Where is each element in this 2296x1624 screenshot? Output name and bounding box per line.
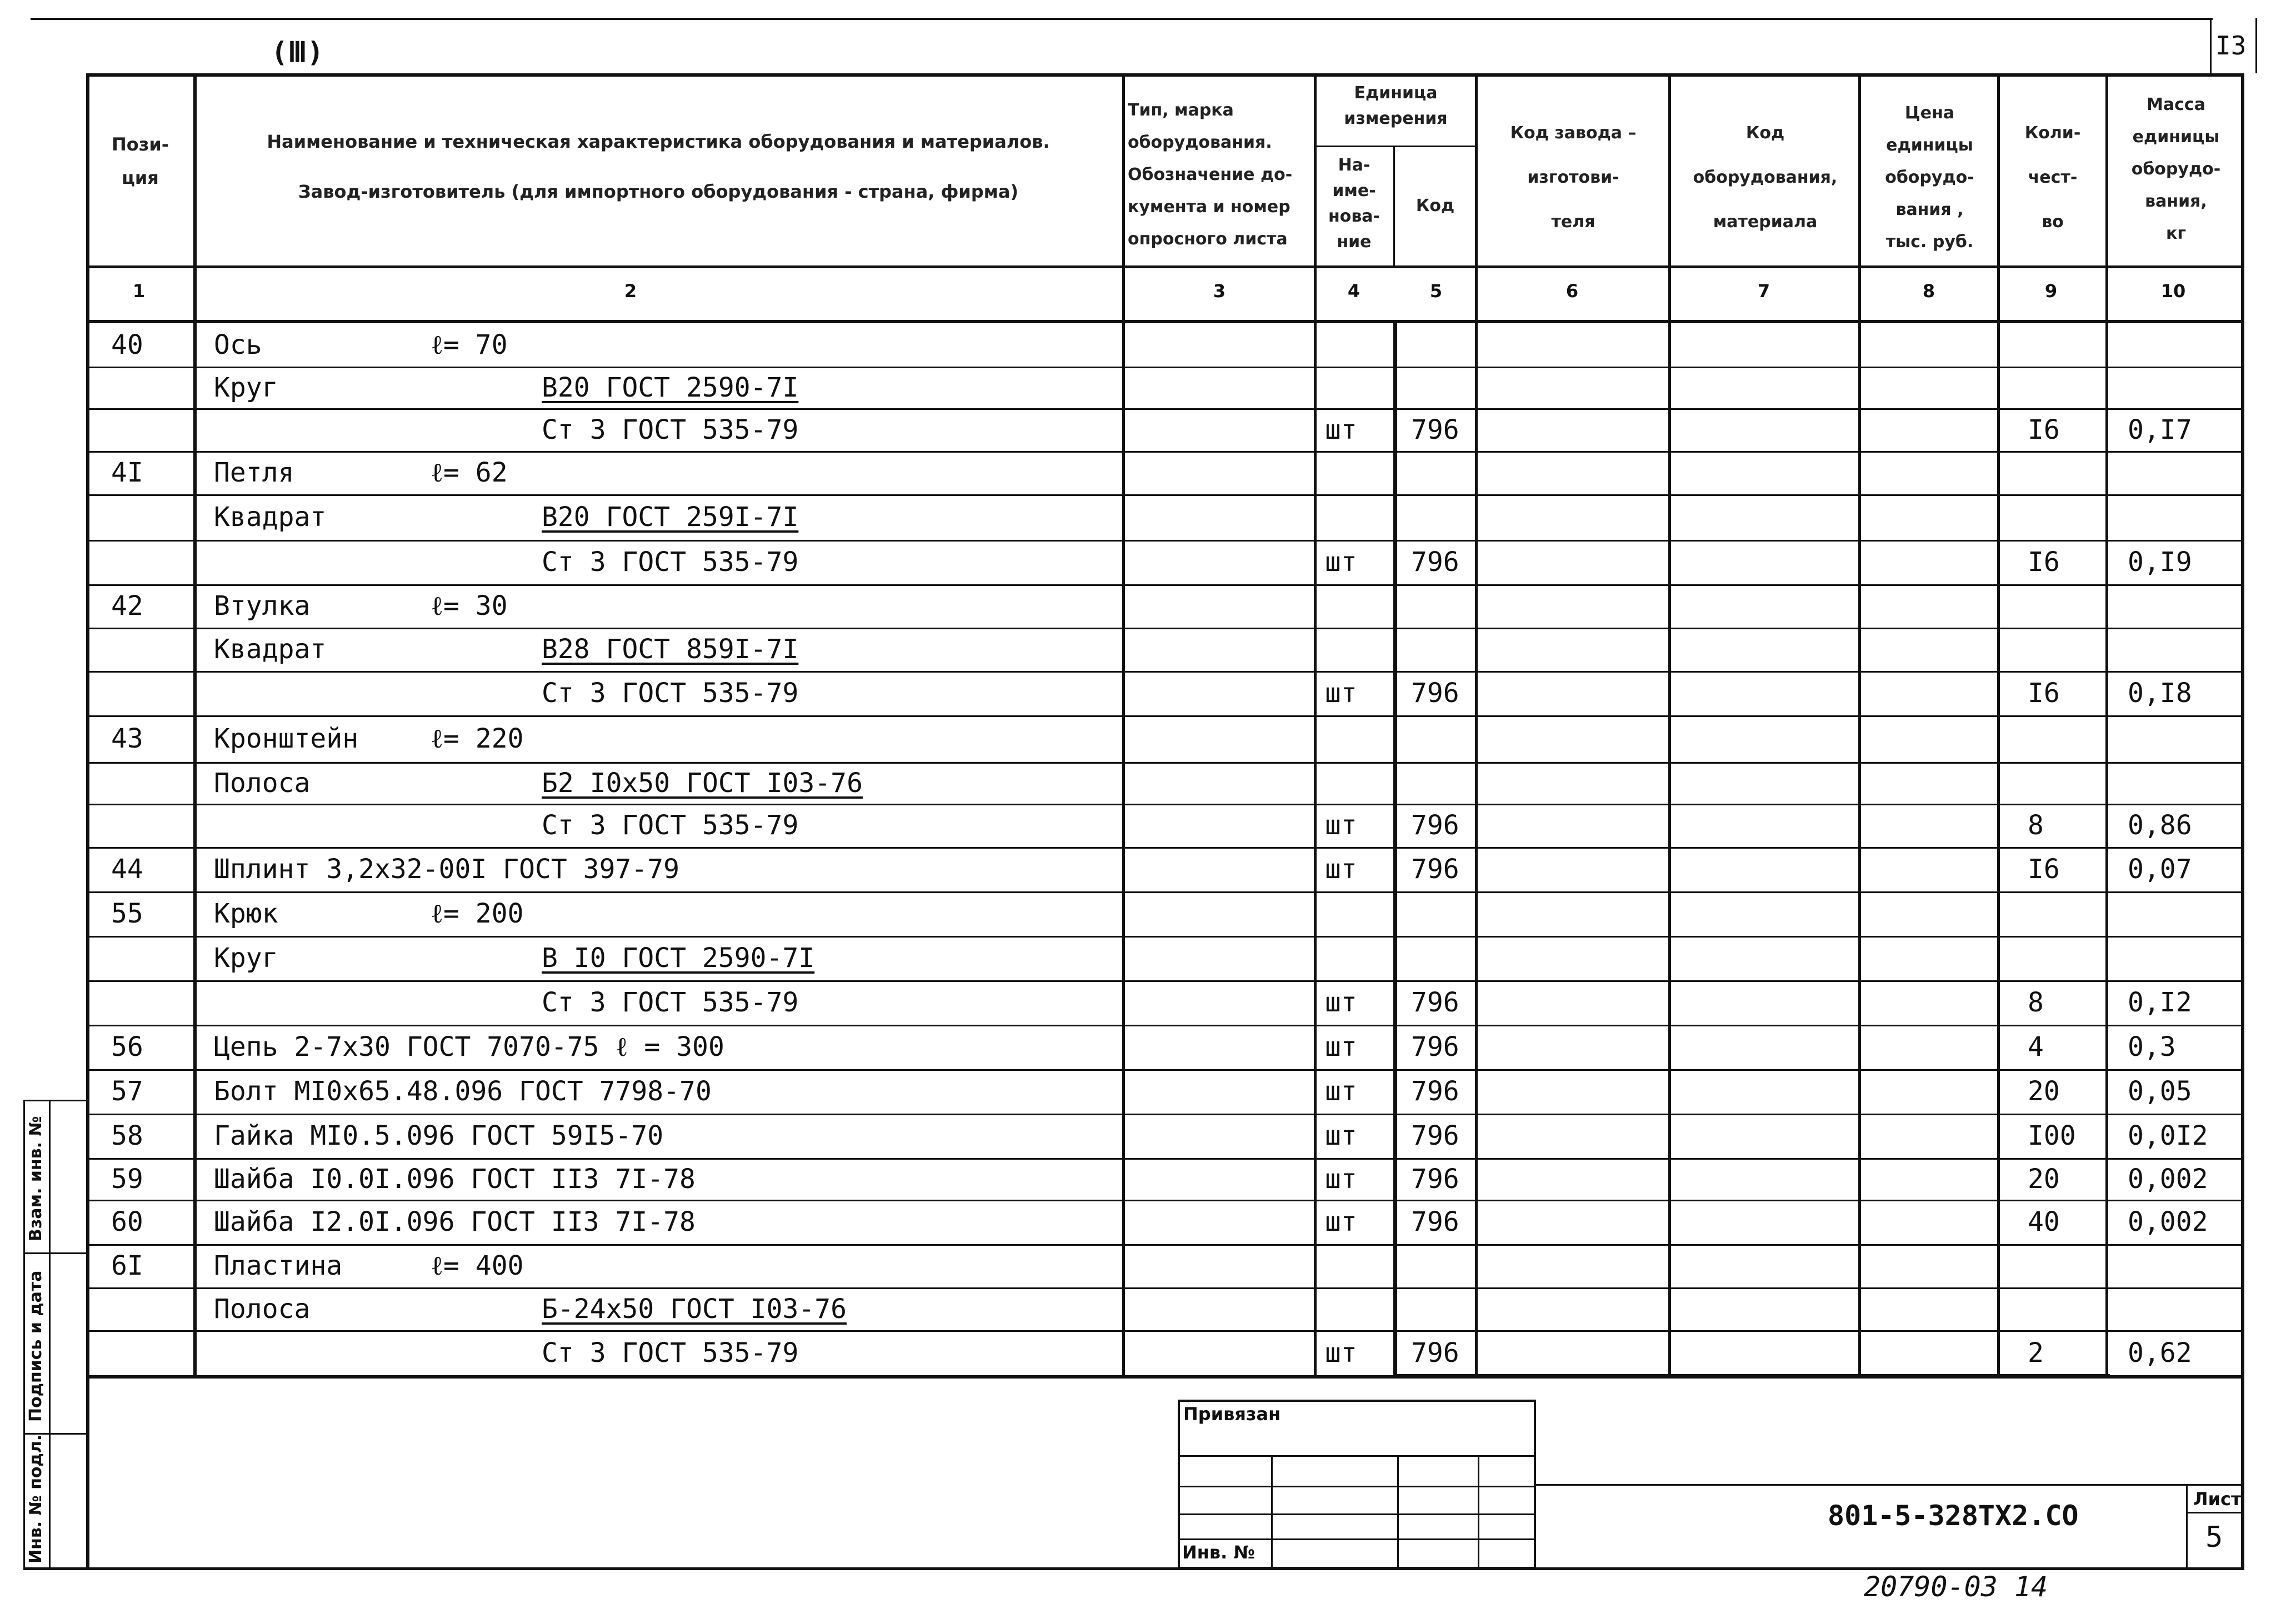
colnum-bottom-line bbox=[86, 320, 2244, 323]
row-code: 796 bbox=[1411, 547, 1459, 578]
colnum-4: 4 bbox=[1347, 280, 1360, 302]
row-mark: ℓ= 62 bbox=[431, 457, 508, 488]
row-position: 42 bbox=[111, 590, 143, 621]
row-name: Квадрат bbox=[214, 634, 327, 665]
row-quantity: I00 bbox=[2028, 1120, 2076, 1151]
side-label-vzam: Взам. инв. № bbox=[26, 1116, 46, 1241]
row-mark: ℓ= 200 bbox=[431, 898, 524, 929]
row-name: Цепь 2-7х30 ГОСТ 7070-75 ℓ = 300 bbox=[214, 1031, 724, 1062]
frame-right-lower bbox=[2241, 1375, 2244, 1570]
row-name: Шайба I2.0I.096 ГОСТ II3 7I-78 bbox=[214, 1206, 696, 1237]
colnum-3: 3 bbox=[1213, 280, 1226, 302]
row-mass: 0,3 bbox=[2128, 1031, 2176, 1062]
row-quantity: I6 bbox=[2028, 414, 2060, 445]
list-box-left bbox=[2186, 1484, 2188, 1567]
row-quantity: 20 bbox=[2028, 1076, 2060, 1107]
stamp-vline-3 bbox=[1478, 1455, 1479, 1569]
row-position: 4I bbox=[111, 457, 143, 488]
row-divider bbox=[86, 494, 2244, 496]
row-mass: 0,0I2 bbox=[2128, 1120, 2208, 1151]
row-divider bbox=[86, 847, 2244, 849]
row-name: Крюк bbox=[214, 898, 278, 929]
row-quantity: 4 bbox=[2028, 1031, 2044, 1062]
sheet-top-number: I3 bbox=[2215, 31, 2247, 61]
list-label: Лист bbox=[2193, 1488, 2242, 1510]
header-c8: Цена единицы оборудо- вания , тыс. руб. bbox=[1885, 103, 1974, 252]
row-quantity: I6 bbox=[2028, 854, 2060, 885]
top-right-box-right bbox=[2255, 18, 2257, 73]
row-spec: Ст 3 ГОСТ 535-79 bbox=[542, 810, 799, 841]
col-line-8 bbox=[1997, 73, 2000, 1377]
row-code: 796 bbox=[1411, 414, 1459, 445]
row-divider bbox=[86, 671, 2244, 673]
header-c1: Пози- ция bbox=[111, 134, 169, 188]
row-mass: 0,86 bbox=[2128, 810, 2192, 841]
row-mass: 0,05 bbox=[2128, 1076, 2192, 1107]
header-c2: Наименование и техническая характеристика оборудования и материалов. Завод-изготовитель (для импортного оборудования - страна, фирма) bbox=[267, 131, 1050, 202]
row-code: 796 bbox=[1411, 1120, 1459, 1151]
stamp-vline-2 bbox=[1397, 1455, 1399, 1569]
row-divider bbox=[86, 1069, 2244, 1071]
row-divider bbox=[86, 584, 2244, 586]
row-position: 55 bbox=[111, 898, 143, 929]
row-mass: 0,62 bbox=[2128, 1337, 2192, 1369]
row-mass: 0,I7 bbox=[2128, 414, 2192, 445]
row-divider bbox=[86, 1244, 2244, 1246]
header-c3: Тип, марка оборудования. Обозначение до- кумента и номер опросного листа bbox=[1128, 101, 1293, 249]
section-mark: (Ⅲ) bbox=[271, 36, 324, 68]
col-line-7 bbox=[1858, 73, 1861, 1377]
row-code: 796 bbox=[1411, 810, 1459, 841]
side-strip-inner bbox=[49, 1100, 51, 1569]
list-number: 5 bbox=[2205, 1521, 2223, 1554]
row-quantity: 8 bbox=[2028, 987, 2044, 1018]
row-quantity: 2 bbox=[2028, 1337, 2044, 1369]
row-unit: шт bbox=[1325, 1031, 1357, 1062]
row-position: 56 bbox=[111, 1031, 143, 1062]
stamp-line-3 bbox=[1178, 1513, 1536, 1515]
row-spec: Б2 I0х50 ГОСТ I03-76 bbox=[542, 767, 863, 799]
side-label-podpis: Подпись и дата bbox=[26, 1270, 46, 1422]
stamp-line-4 bbox=[1178, 1538, 1536, 1540]
row-divider bbox=[86, 891, 2244, 893]
row-quantity: 8 bbox=[2028, 810, 2044, 841]
row-code: 796 bbox=[1411, 1163, 1459, 1195]
colnum-2: 2 bbox=[624, 280, 637, 302]
row-unit: шт bbox=[1325, 1337, 1357, 1369]
row-divider bbox=[86, 762, 2244, 764]
row-spec: Ст 3 ГОСТ 535-79 bbox=[542, 1337, 799, 1369]
col-line-4-body bbox=[1393, 322, 1397, 1377]
row-quantity: I6 bbox=[2028, 678, 2060, 709]
row-position: 60 bbox=[111, 1206, 143, 1237]
row-spec: Ст 3 ГОСТ 535-79 bbox=[542, 547, 799, 578]
stamp-vline-1 bbox=[1271, 1455, 1273, 1569]
stamp-line-2 bbox=[1178, 1486, 1536, 1487]
row-quantity: 20 bbox=[2028, 1163, 2060, 1195]
row-mass: 0,07 bbox=[2128, 854, 2192, 885]
header-c10: Масса единицы оборудо- вания, кг bbox=[2131, 95, 2221, 243]
row-mark: ℓ= 30 bbox=[431, 590, 508, 621]
row-divider bbox=[86, 1200, 2244, 1201]
row-name: Болт МI0х65.48.096 ГОСТ 7798-70 bbox=[214, 1076, 712, 1107]
header-unit: Единица измерения bbox=[1344, 83, 1448, 128]
colnum-6: 6 bbox=[1565, 280, 1579, 302]
row-divider bbox=[86, 540, 2244, 542]
header-c9: Коли- чест- во bbox=[2024, 123, 2081, 232]
row-unit: шт bbox=[1325, 678, 1357, 709]
top-border bbox=[31, 18, 2213, 20]
inv-no-label: Инв. № bbox=[1182, 1542, 1255, 1563]
row-divider bbox=[86, 1114, 2244, 1115]
header-c7: Код оборудования, материала bbox=[1693, 123, 1838, 232]
row-mass: 0,I9 bbox=[2128, 547, 2192, 578]
side-label-inv: Инв. № подл. bbox=[26, 1434, 46, 1563]
col-line-6 bbox=[1668, 73, 1671, 1377]
col-line-3 bbox=[1314, 73, 1317, 1377]
row-divider bbox=[86, 980, 2244, 982]
colnum-1: 1 bbox=[132, 280, 146, 302]
row-name: Втулка bbox=[214, 590, 311, 621]
row-mark: ℓ= 220 bbox=[431, 723, 524, 754]
row-mass: 0,I8 bbox=[2128, 678, 2192, 709]
colnum-5: 5 bbox=[1429, 280, 1443, 302]
header-c4: На- име- нова- ние bbox=[1328, 156, 1380, 252]
row-mass: 0,I2 bbox=[2128, 987, 2192, 1018]
top-right-box-left bbox=[2210, 18, 2212, 73]
row-position: 43 bbox=[111, 723, 143, 754]
row-divider bbox=[86, 408, 2244, 410]
row-divider bbox=[86, 1158, 2244, 1160]
row-name: Полоса bbox=[214, 767, 311, 799]
row-name: Шплинт 3,2х32-00I ГОСТ 397-79 bbox=[214, 854, 680, 885]
header-c6: Код завода – изготови- теля bbox=[1510, 123, 1637, 232]
row-mark: ℓ= 400 bbox=[431, 1250, 524, 1281]
row-divider bbox=[86, 936, 2244, 938]
row-divider bbox=[86, 1287, 2244, 1289]
row-position: 59 bbox=[111, 1163, 143, 1195]
row-spec: В20 ГОСТ 259I-7I bbox=[542, 502, 799, 533]
col-line-2 bbox=[1122, 73, 1125, 1377]
row-mass: 0,002 bbox=[2128, 1206, 2208, 1237]
row-name: Полоса bbox=[214, 1293, 311, 1325]
colnum-9: 9 bbox=[2044, 280, 2058, 302]
row-name: Петля bbox=[214, 457, 294, 488]
row-name: Кронштейн bbox=[214, 723, 359, 754]
row-name: Гайка МI0.5.096 ГОСТ 59I5-70 bbox=[214, 1120, 664, 1151]
row-code: 796 bbox=[1411, 678, 1459, 709]
col-line-4 bbox=[1393, 146, 1395, 267]
row-code: 796 bbox=[1411, 1076, 1459, 1107]
side-strip-outer bbox=[23, 1100, 25, 1569]
col-line-1 bbox=[193, 73, 197, 1377]
row-unit: шт bbox=[1325, 1163, 1357, 1195]
row-unit: шт bbox=[1325, 810, 1357, 841]
row-divider bbox=[86, 628, 2244, 629]
row-quantity: 40 bbox=[2028, 1206, 2060, 1237]
row-divider bbox=[86, 367, 2244, 368]
col-line-5 bbox=[1475, 73, 1478, 1377]
colnum-10: 10 bbox=[2160, 280, 2186, 302]
row-name: Ось bbox=[214, 329, 262, 360]
row-name: Шайба I0.0I.096 ГОСТ II3 7I-78 bbox=[214, 1163, 696, 1195]
row-position: 57 bbox=[111, 1076, 143, 1107]
row-code: 796 bbox=[1411, 1031, 1459, 1062]
row-spec: Б-24х50 ГОСТ I03-76 bbox=[542, 1293, 847, 1325]
row-spec: В20 ГОСТ 2590-7I bbox=[542, 372, 799, 403]
row-unit: шт bbox=[1325, 547, 1357, 578]
row-position: 6I bbox=[111, 1250, 143, 1281]
row-spec: В I0 ГОСТ 2590-7I bbox=[542, 943, 815, 974]
row-divider bbox=[86, 1330, 2244, 1332]
row-unit: шт bbox=[1325, 854, 1357, 885]
row-divider bbox=[86, 451, 2244, 453]
row-spec: В28 ГОСТ 859I-7I bbox=[542, 634, 799, 665]
row-position: 44 bbox=[111, 854, 143, 885]
frame-bottom bbox=[23, 1567, 2244, 1570]
row-spec: Ст 3 ГОСТ 535-79 bbox=[542, 414, 799, 445]
unit-header-divider bbox=[1314, 146, 1475, 147]
row-quantity: I6 bbox=[2028, 547, 2060, 578]
row-code: 796 bbox=[1411, 1206, 1459, 1237]
row-name: Пластина bbox=[214, 1250, 343, 1281]
document-code: 801-5-328ТХ2.СО bbox=[1828, 1500, 2079, 1532]
list-box-divider bbox=[2186, 1512, 2244, 1513]
row-name: Круг bbox=[214, 372, 278, 403]
titleblock-top bbox=[1536, 1484, 2244, 1486]
row-divider bbox=[86, 715, 2244, 717]
row-unit: шт bbox=[1325, 1120, 1357, 1151]
row-mark: ℓ= 70 bbox=[431, 329, 508, 360]
side-strip-div-1 bbox=[23, 1100, 86, 1101]
colnum-7: 7 bbox=[1757, 280, 1770, 302]
row-name: Квадрат bbox=[214, 502, 327, 533]
row-spec: Ст 3 ГОСТ 535-79 bbox=[542, 678, 799, 709]
row-unit: шт bbox=[1325, 414, 1357, 445]
side-strip-div-2 bbox=[23, 1252, 86, 1254]
row-divider bbox=[86, 1025, 2244, 1026]
archive-number: 20790-03 14 bbox=[1864, 1571, 2048, 1603]
body-bottom-thick bbox=[1393, 1374, 2110, 1378]
row-code: 796 bbox=[1411, 854, 1459, 885]
col-line-9 bbox=[2105, 73, 2108, 1377]
row-spec: Ст 3 ГОСТ 535-79 bbox=[542, 987, 799, 1018]
colnum-8: 8 bbox=[1922, 280, 1935, 302]
row-code: 796 bbox=[1411, 1337, 1459, 1369]
row-code: 796 bbox=[1411, 987, 1459, 1018]
row-mass: 0,002 bbox=[2128, 1163, 2208, 1195]
row-unit: шт bbox=[1325, 1076, 1357, 1107]
row-unit: шт bbox=[1325, 987, 1357, 1018]
row-name: Круг bbox=[214, 943, 278, 974]
main-left-lower bbox=[86, 1375, 89, 1570]
header-bottom-line bbox=[86, 265, 2244, 268]
privyazan-label: Привязан bbox=[1183, 1404, 1281, 1425]
row-divider bbox=[86, 804, 2244, 805]
row-unit: шт bbox=[1325, 1206, 1357, 1237]
row-position: 58 bbox=[111, 1120, 143, 1151]
header-c5: Код bbox=[1415, 196, 1455, 215]
row-position: 40 bbox=[111, 329, 143, 360]
stamp-line-1 bbox=[1178, 1455, 1536, 1457]
